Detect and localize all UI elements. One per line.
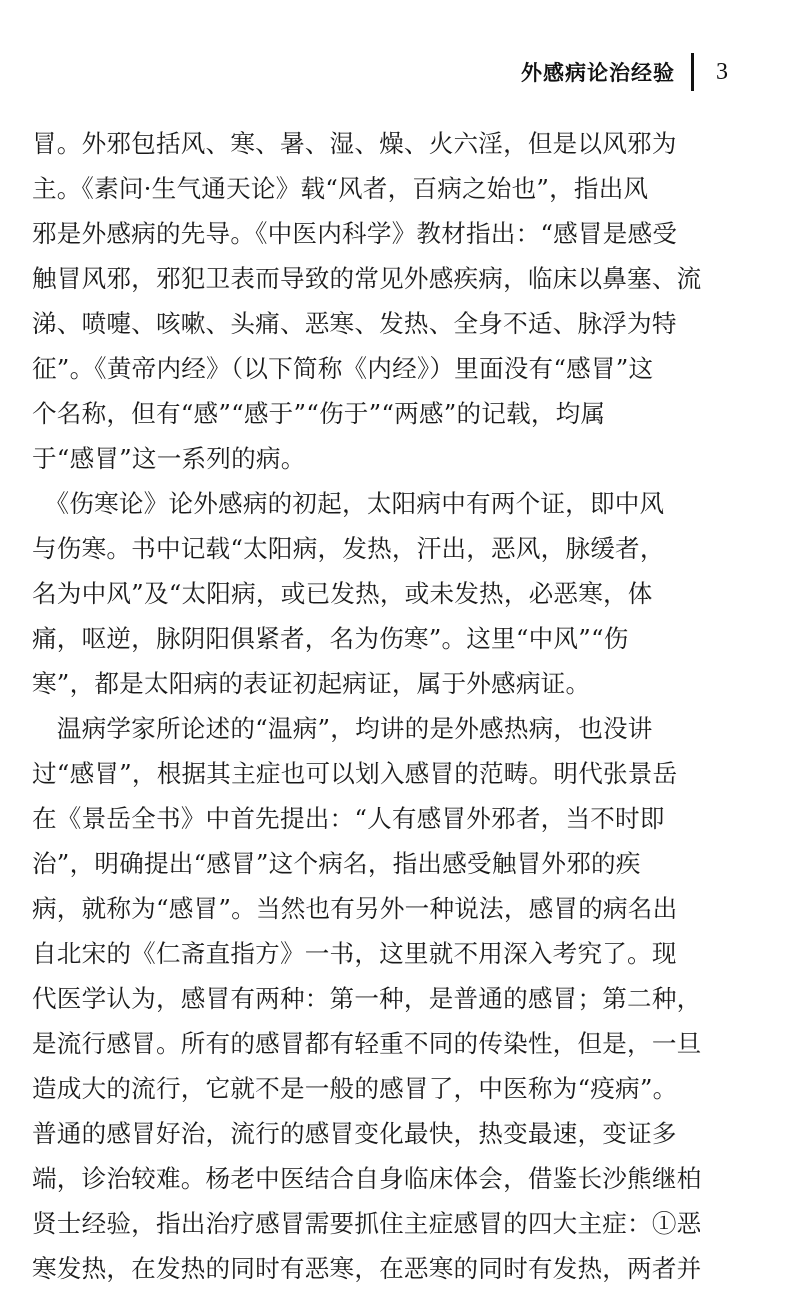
text-line: 冒。外邪包括风、寒、暑、湿、燥、火六淫，但是以风邪为 <box>32 129 677 158</box>
text-line: 《伤寒论》论外感病的初起，太阳病中有两个证，即中风 <box>32 489 665 518</box>
body-text <box>32 121 766 1291</box>
text-line: 个名称，但有“感”“感于”“伤于”“两感”的记载，均属 <box>32 399 606 428</box>
text-line: 于“感冒”这一系列的病。 <box>32 444 306 473</box>
text-line: 触冒风邪，邪犯卫表而导致的常见外感疾病，临床以鼻塞、流 <box>32 264 702 293</box>
text-line: 治”，明确提出“感冒”这个病名，指出感受触冒外邪的疾 <box>32 849 641 878</box>
text-line: 端，诊治较难。杨老中医结合自身临床体会，借鉴长沙熊继柏 <box>32 1164 702 1193</box>
text-line: 代医学认为，感冒有两种：第一种，是普通的感冒；第二种， <box>32 984 702 1013</box>
text-line: 涕、喷嚏、咳嗽、头痛、恶寒、发热、全身不适、脉浮为特 <box>32 309 677 338</box>
text-line: 征”。《黄帝内经》（以下简称《内经》）里面没有“感冒”这 <box>32 354 654 383</box>
text-line: 在《景岳全书》中首先提出：“人有感冒外邪者，当不时即 <box>32 804 665 833</box>
text-line: 普通的感冒好治，流行的感冒变化最快，热变最速，变证多 <box>32 1119 677 1148</box>
text-line: 寒”，都是太阳病的表证初起病证，属于外感病证。 <box>32 669 591 698</box>
text-line: 邪是外感病的先导。《中医内科学》教材指出：“感冒是感受 <box>32 219 678 248</box>
text-line: 痛，呕逆，脉阴阳俱紧者，名为伤寒”。这里“中风”“伤 <box>32 624 629 653</box>
header-divider <box>691 53 694 91</box>
text-line: 温病学家所论述的“温病”，均讲的是外感热病，也没讲 <box>32 714 653 743</box>
text-line: 是流行感冒。所有的感冒都有轻重不同的传染性，但是，一旦 <box>32 1029 702 1058</box>
text-line: 过“感冒”，根据其主症也可以划入感冒的范畴。明代张景岳 <box>32 759 678 788</box>
text-line: 与伤寒。书中记载“太阳病，发热，汗出，恶风，脉缓者， <box>32 534 665 563</box>
text-line: 名为中风”及“太阳病，或已发热，或未发热，必恶寒，体 <box>32 579 653 608</box>
text-line: 寒发热，在发热的同时有恶寒，在恶寒的同时有发热，两者并 <box>32 1254 702 1283</box>
page-number: 3 <box>716 58 728 85</box>
text-line: 贤士经验，指出治疗感冒需要抓住主症感冒的四大主症：①恶 <box>32 1209 702 1238</box>
text-line: 病，就称为“感冒”。当然也有另外一种说法，感冒的病名出 <box>32 894 678 923</box>
text-line: 主。《素问·生气通天论》载“风者，百病之始也”，指出风 <box>32 174 649 203</box>
text-line: 造成大的流行，它就不是一般的感冒了，中医称为“疫病”。 <box>32 1074 678 1103</box>
running-header <box>521 52 728 92</box>
text-line: 自北宋的《仁斋直指方》一书，这里就不用深入考究了。现 <box>32 939 677 968</box>
running-header-title: 外感病论治经验 <box>521 61 675 85</box>
